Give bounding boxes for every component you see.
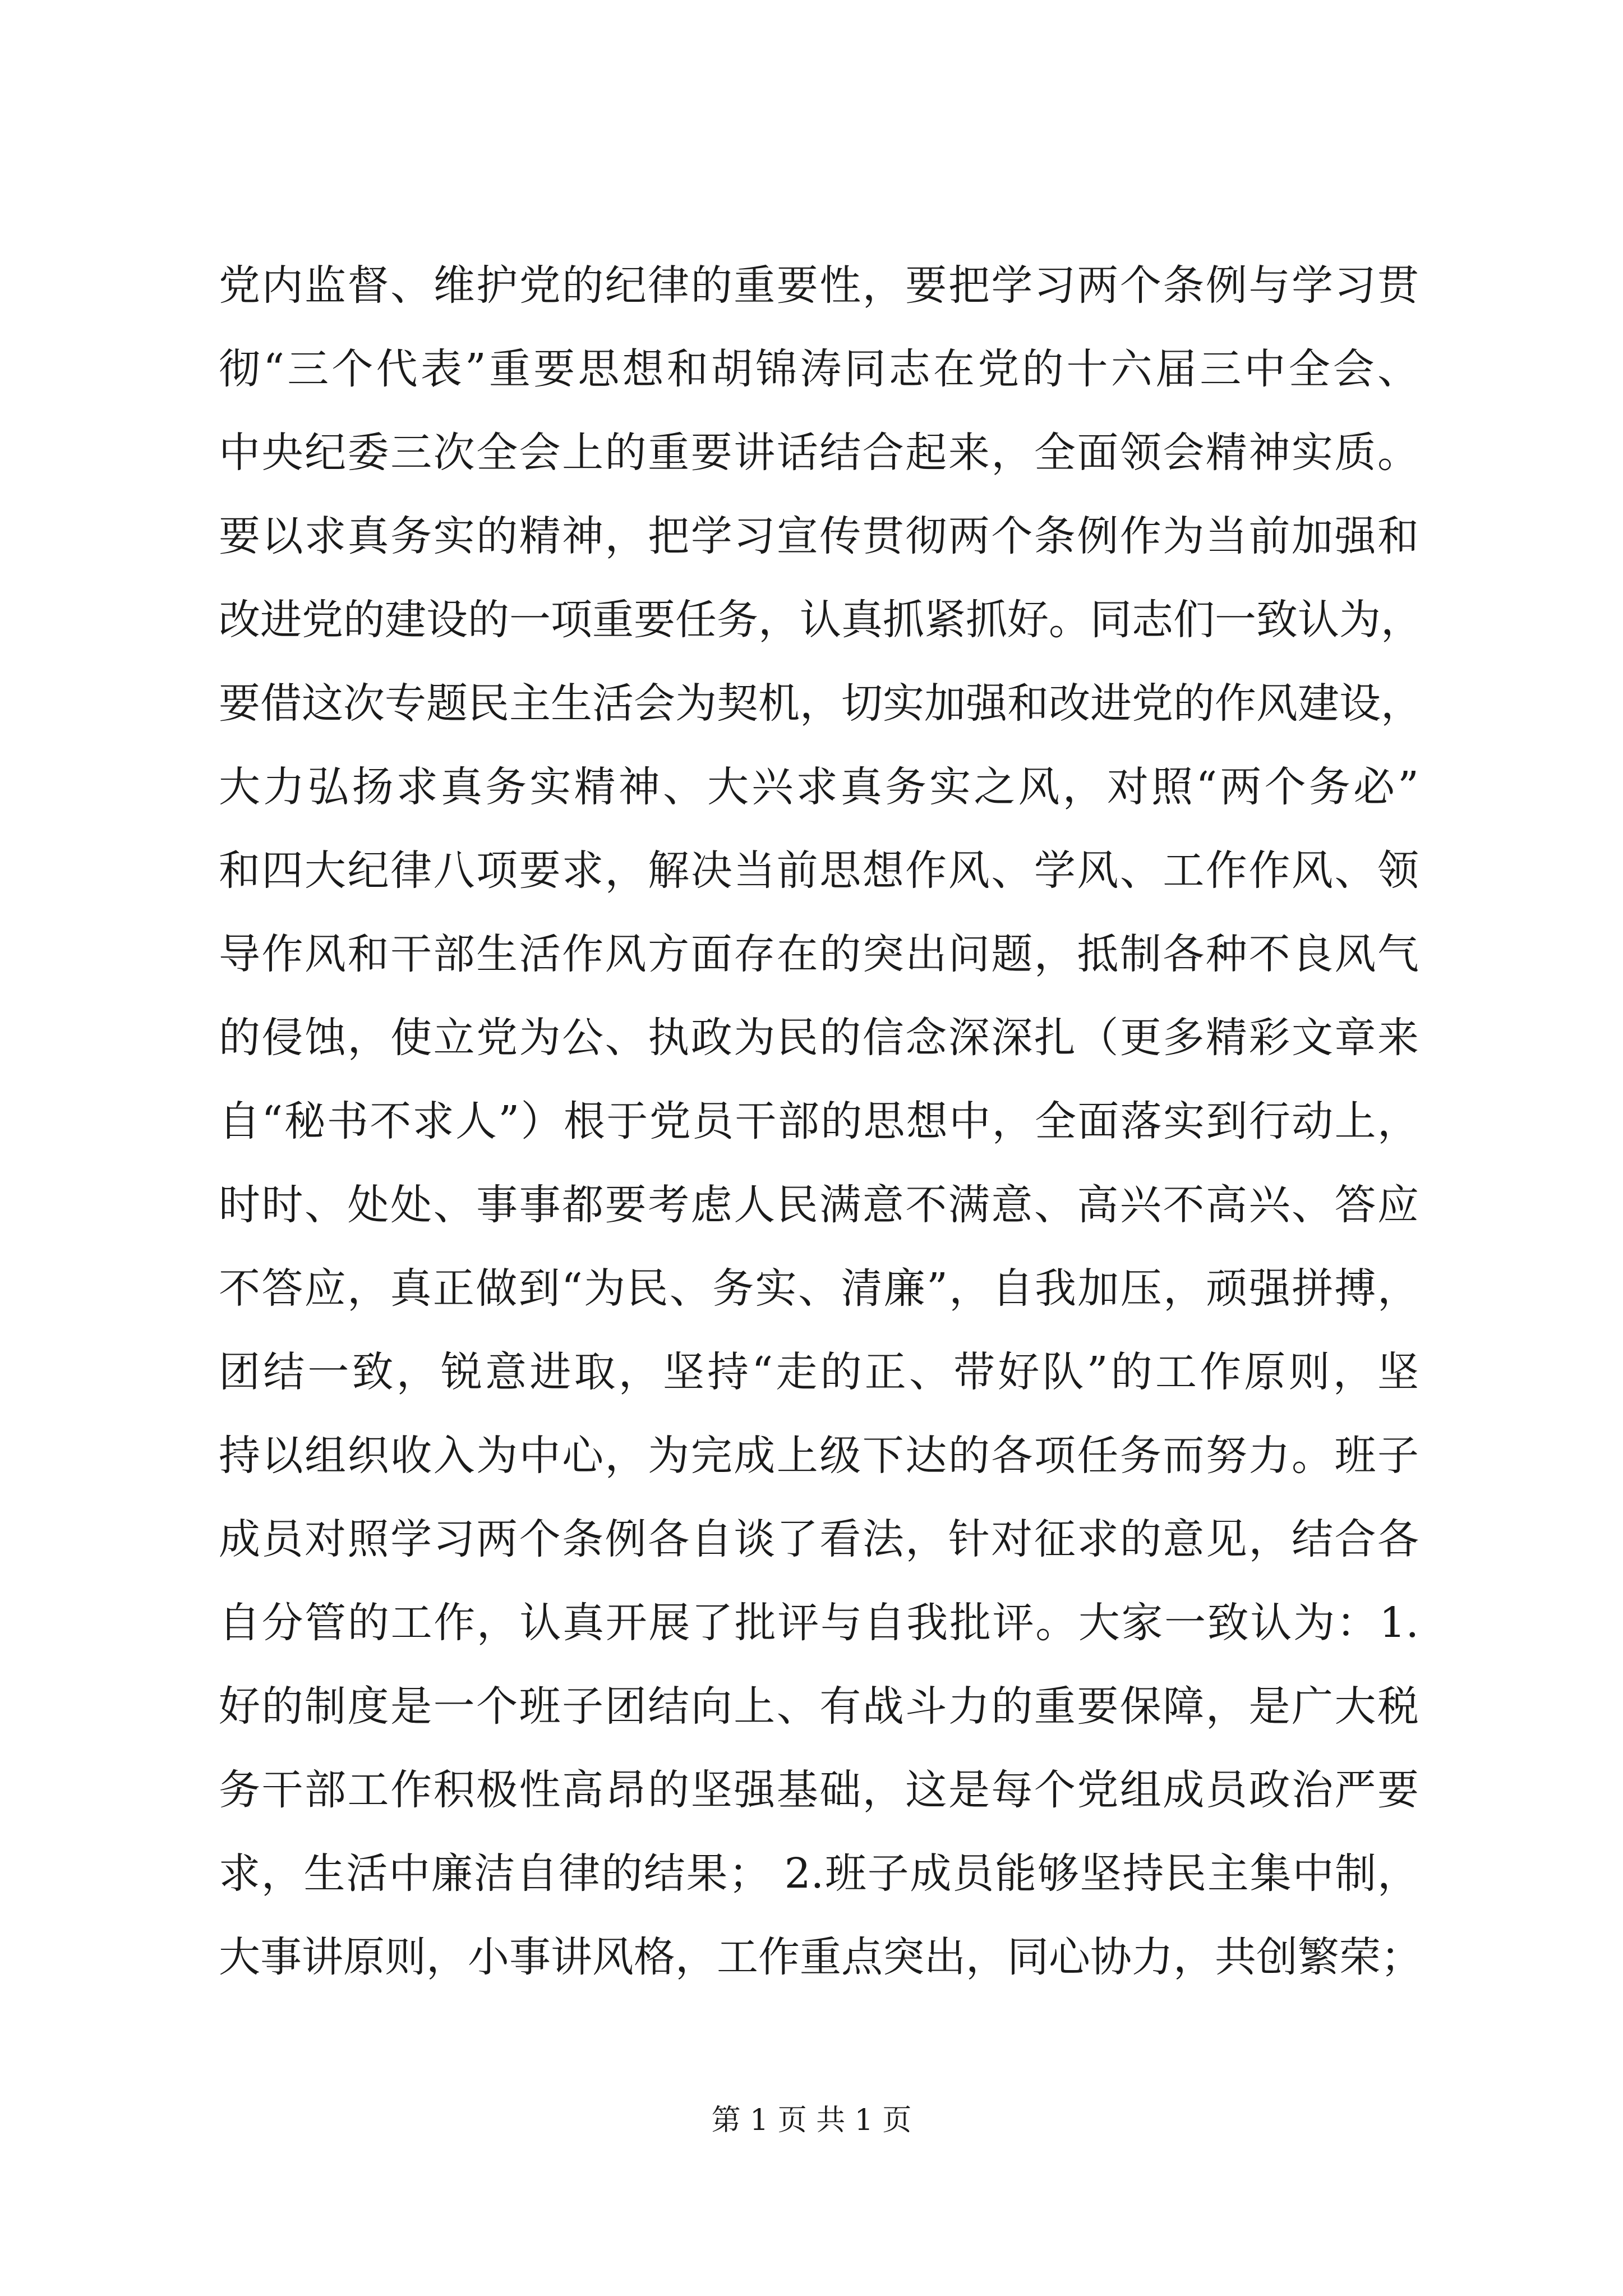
text-line: 彻“三个代表”重要思想和胡锦涛同志在党的十六届三中全会、 [219, 345, 1419, 393]
text-line: 大事讲原则，小事讲风格，工作重点突出，同心协力，共创繁荣； [219, 1933, 1422, 1981]
text-line: 导作风和干部生活作风方面存在的突出问题，抵制各种不良风气 [219, 930, 1419, 978]
text-line: 团结一致，锐意进取，坚持“走的正、带好队”的工作原则，坚 [219, 1348, 1419, 1396]
text-line: 时时、处处、事事都要考虑人民满意不满意、高兴不高兴、答应 [219, 1181, 1419, 1229]
text-line: 自分管的工作，认真开展了批评与自我批评。大家一致认为：1. [219, 1599, 1419, 1647]
text-line: 自“秘书不求人”）根于党员干部的思想中，全面落实到行动上， [219, 1097, 1419, 1145]
text-line: 持以组织收入为中心，为完成上级下达的各项任务而努力。班子 [219, 1432, 1419, 1480]
text-line: 务干部工作积极性高昂的坚强基础，这是每个党组成员政治严要 [219, 1766, 1419, 1814]
text-line: 要以求真务实的精神，把学习宣传贯彻两个条例作为当前加强和 [219, 512, 1419, 560]
text-line: 不答应，真正做到“为民、务实、清廉”，自我加压，顽强拼搏， [219, 1264, 1419, 1313]
text-line: 改进党的建设的一项重要任务，认真抓紧抓好。同志们一致认为， [219, 596, 1422, 644]
page-footer: 第 1 页 共 1 页 [711, 2104, 912, 2137]
text-line: 大力弘扬求真务实精神、大兴求真务实之风，对照“两个务必” [219, 763, 1419, 811]
text-line: 党内监督、维护党的纪律的重要性，要把学习两个条例与学习贯 [219, 261, 1419, 310]
text-line: 和四大纪律八项要求，解决当前思想作风、学风、工作作风、领 [219, 846, 1419, 895]
body-text [219, 244, 1422, 1999]
text-line: 成员对照学习两个条例各自谈了看法，针对征求的意见，结合各 [219, 1515, 1419, 1563]
text-line: 要借这次专题民主生活会为契机，切实加强和改进党的作风建设， [219, 679, 1422, 728]
text-line: 中央纪委三次全会上的重要讲话结合起来，全面领会精神实质。 [219, 429, 1419, 477]
text-line: 好的制度是一个班子团结向上、有战斗力的重要保障，是广大税 [219, 1682, 1419, 1731]
text-line: 求，生活中廉洁自律的结果； 2.班子成员能够坚持民主集中制， [219, 1849, 1419, 1898]
text-line: 的侵蚀，使立党为公、执政为民的信念深深扎（更多精彩文章来 [219, 1014, 1419, 1062]
